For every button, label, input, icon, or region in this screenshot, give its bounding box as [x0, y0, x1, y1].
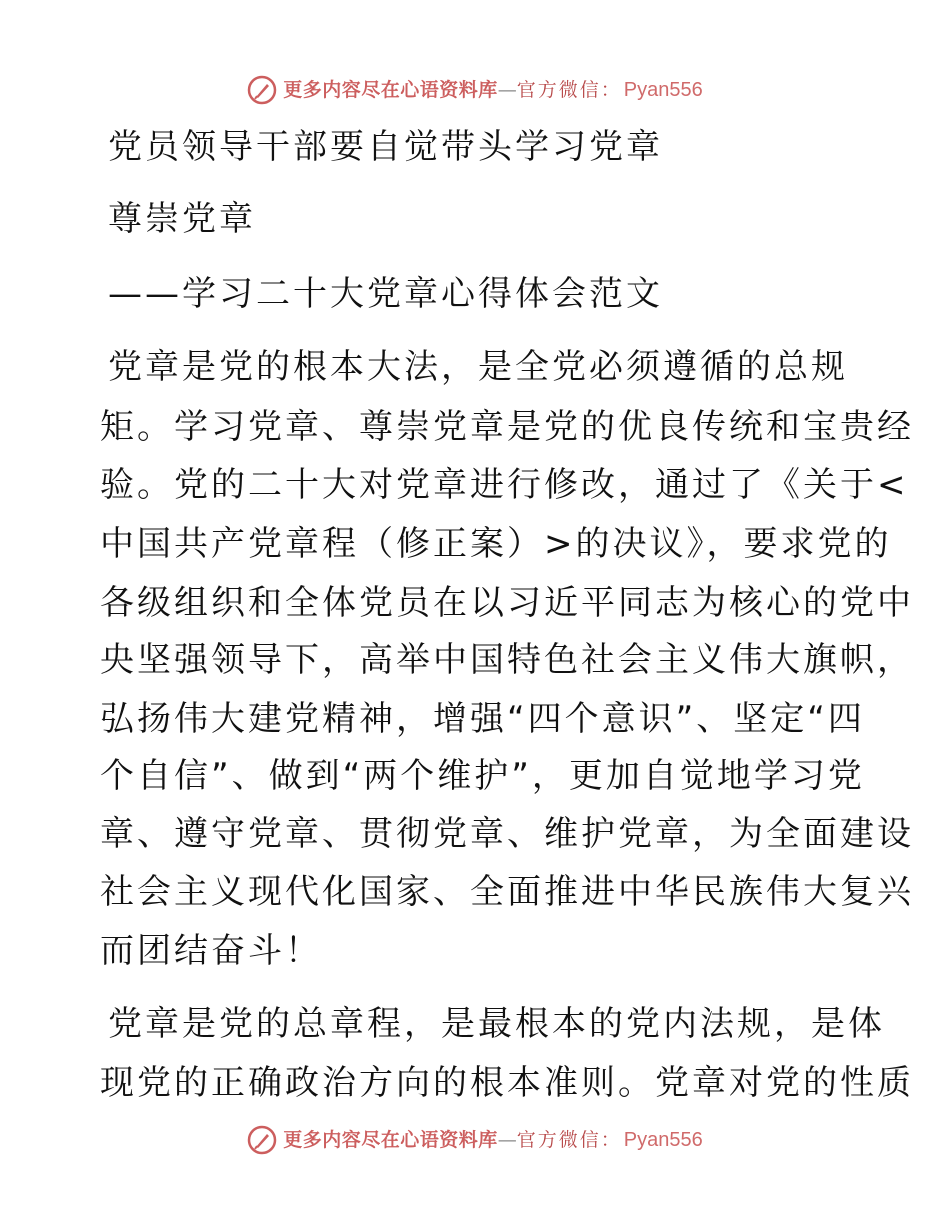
quill-pen-icon	[247, 1125, 277, 1155]
paragraph1-line: 而团结奋斗！	[100, 931, 322, 971]
paragraph2-line: 党章是党的总章程，是最根本的党内法规，是体	[108, 1004, 885, 1044]
paragraph1-line: 央坚强领导下，高举中国特色社会主义伟大旗帜，	[100, 640, 914, 680]
paragraph1-line: 中国共产党章程（修正案）>的决议》，要求党的	[100, 524, 892, 564]
paragraph1-line: 弘扬伟大建党精神，增强“四个意识”、坚定“四	[100, 699, 865, 739]
document-title: 党员领导干部要自觉带头学习党章	[108, 127, 663, 167]
banner-brand-text: 更多内容尽在心语资料库	[283, 78, 498, 101]
watermark-banner-top	[0, 70, 950, 110]
paragraph1-line: 章、遵守党章、贯彻党章、维护党章，为全面建设	[100, 814, 914, 854]
paragraph1-line: 验。党的二十大对党章进行修改，通过了《关于<	[100, 465, 909, 505]
paragraph1-line: 社会主义现代化国家、全面推进中华民族伟大复兴	[100, 872, 914, 912]
paragraph1-line: 矩。学习党章、尊崇党章是党的优良传统和宝贵经	[100, 407, 914, 447]
paragraph1-line: 各级组织和全体党员在以习近平同志为核心的党中	[100, 583, 914, 623]
document-subheading: ——学习二十大党章心得体会范文	[108, 274, 663, 314]
banner-official-label: 官方微信：	[516, 1128, 622, 1151]
banner-official-label: 官方微信：	[516, 78, 622, 101]
paragraph2-line: 现党的正确政治方向的根本准则。党章对党的性质	[100, 1063, 914, 1103]
banner-separator: —	[497, 1128, 517, 1151]
watermark-banner-bottom	[0, 1120, 950, 1160]
paragraph1-line: 党章是党的根本大法，是全党必须遵循的总规	[108, 347, 848, 387]
banner-brand-text: 更多内容尽在心语资料库	[283, 1128, 498, 1151]
banner-wechat-id: Pyan556	[623, 79, 703, 101]
document-subtitle: 尊崇党章	[108, 199, 256, 239]
paragraph1-line: 个自信”、做到“两个维护”，更加自觉地学习党	[100, 756, 865, 796]
banner-wechat-id: Pyan556	[623, 1129, 703, 1151]
quill-pen-icon	[247, 75, 277, 105]
banner-separator: —	[497, 78, 517, 101]
